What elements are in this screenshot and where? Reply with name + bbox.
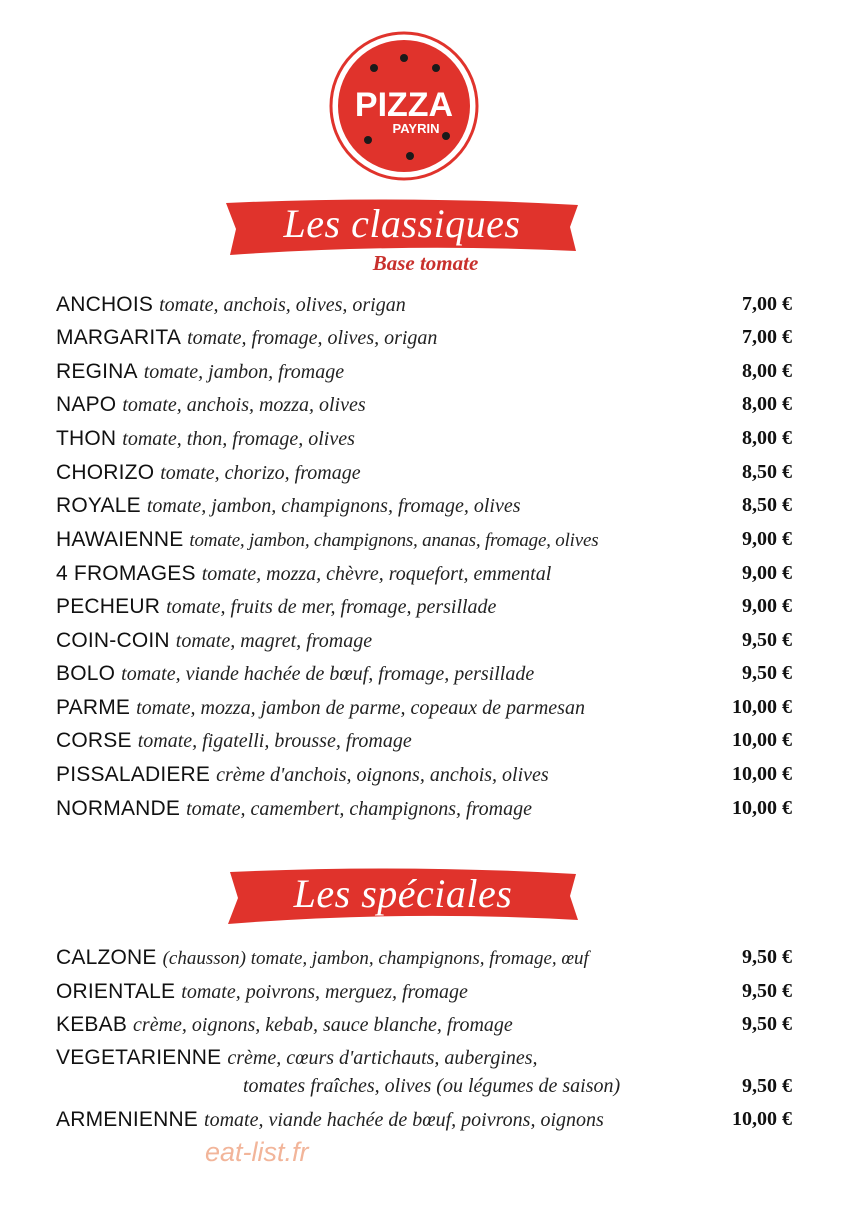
menu-item	[56, 595, 792, 625]
menu-item	[56, 729, 792, 759]
item-ingredients: tomate, anchois, olives, origan	[159, 294, 406, 316]
item-ingredients: tomate, viande hachée de bœuf, poivrons, oignons	[204, 1109, 604, 1131]
item-price: 10,00 €	[732, 696, 792, 718]
menu-item	[56, 696, 792, 726]
item-name: ANCHOIS	[56, 293, 154, 316]
item-price: 9,50 €	[742, 1075, 792, 1097]
section-title-speciales: Les spéciales	[293, 871, 513, 916]
item-price: 8,00 €	[742, 360, 792, 382]
menu-item	[56, 562, 792, 592]
item-name: CORSE	[56, 729, 132, 752]
menu-item-continuation	[56, 1075, 792, 1105]
item-ingredients: tomate, fromage, olives, origan	[187, 327, 438, 349]
item-price: 10,00 €	[732, 729, 792, 751]
item-ingredients: tomate, chorizo, fromage	[160, 462, 361, 484]
item-price: 9,50 €	[742, 946, 792, 968]
menu-item	[56, 427, 792, 457]
item-name: PISSALADIERE	[56, 763, 211, 786]
menu-item	[56, 946, 792, 976]
item-name: KEBAB	[56, 1013, 128, 1036]
menu-item	[56, 980, 792, 1010]
menu-item	[56, 1013, 792, 1043]
item-price: 10,00 €	[732, 763, 792, 785]
item-price: 9,50 €	[742, 980, 792, 1002]
menu-item	[56, 528, 792, 558]
item-ingredients: tomate, thon, fromage, olives	[122, 428, 355, 450]
watermark: eat-list.fr	[205, 1137, 309, 1167]
item-ingredients: tomate, camembert, champignons, fromage	[186, 798, 532, 820]
item-name: ARMENIENNE	[56, 1108, 199, 1131]
logo-badge	[328, 30, 480, 182]
item-name: BOLO	[56, 662, 116, 685]
menu-item	[56, 797, 792, 827]
item-name: VEGETARIENNE	[56, 1046, 222, 1069]
item-price: 9,00 €	[742, 562, 792, 584]
item-name: REGINA	[56, 360, 138, 383]
item-ingredients: crème, oignons, kebab, sauce blanche, fromage	[133, 1014, 513, 1036]
item-price: 10,00 €	[732, 797, 792, 819]
item-name: HAWAIENNE	[56, 528, 184, 551]
menu-item	[56, 1108, 792, 1138]
item-price: 8,00 €	[742, 393, 792, 415]
item-ingredients: tomate, magret, fromage	[175, 630, 373, 652]
item-price: 9,50 €	[742, 1013, 792, 1035]
item-ingredients: tomate, fruits de mer, fromage, persillade	[166, 596, 497, 618]
item-name: ROYALE	[56, 494, 141, 517]
item-name: PARME	[56, 696, 131, 719]
item-ingredients: tomate, viande hachée de bœuf, fromage, persillade	[121, 663, 535, 685]
item-price: 8,50 €	[742, 494, 792, 516]
item-ingredients: tomate, jambon, fromage	[143, 361, 345, 383]
item-ingredients: tomate, jambon, champignons, fromage, olives	[146, 495, 521, 517]
pizza-payrin-logo	[328, 30, 480, 182]
menu-item	[56, 662, 792, 692]
section-subtitle: Base tomate	[372, 251, 479, 275]
item-name: CALZONE	[56, 946, 157, 969]
item-ingredients: tomate, poivrons, merguez, fromage	[181, 981, 468, 1003]
item-price: 9,00 €	[742, 595, 792, 617]
item-price: 8,50 €	[742, 461, 792, 483]
menu-item	[56, 1046, 792, 1076]
menu-item	[56, 461, 792, 491]
menu-item	[56, 326, 792, 356]
item-price: 9,00 €	[742, 528, 792, 550]
item-name: NORMANDE	[56, 797, 181, 820]
item-ingredients: tomate, mozza, jambon de parme, copeaux de parmesan	[136, 697, 585, 719]
item-ingredients: crème d'anchois, oignons, anchois, olives	[216, 764, 549, 786]
item-ingredients: tomate, anchois, mozza, olives	[122, 394, 366, 416]
item-ingredients-line2: tomates fraîches, olives (ou légumes de saison)	[243, 1075, 621, 1097]
logo-subtitle: PAYRIN	[392, 121, 440, 136]
item-price: 10,00 €	[732, 1108, 792, 1130]
item-price: 8,00 €	[742, 427, 792, 449]
menu-item	[56, 629, 792, 659]
item-name: ORIENTALE	[56, 980, 176, 1003]
item-ingredients: (chausson) tomate, jambon, champignons, fromage, œuf	[162, 948, 589, 969]
item-name: THON	[56, 427, 117, 450]
item-ingredients: crème, cœurs d'artichauts, aubergines,	[227, 1047, 538, 1069]
item-name: MARGARITA	[56, 326, 182, 349]
item-ingredients: tomate, mozza, chèvre, roquefort, emmental	[201, 563, 552, 585]
menu-item	[56, 494, 792, 524]
logo-title: PIZZA	[354, 86, 454, 124]
item-ingredients: tomate, jambon, champignons, ananas, fromage, olives	[189, 530, 599, 551]
item-name: PECHEUR	[56, 595, 161, 618]
menu-item	[56, 293, 792, 323]
item-price: 9,50 €	[742, 662, 792, 684]
item-name: NAPO	[56, 393, 117, 416]
banner-speciales	[226, 864, 580, 928]
banner-classiques	[224, 197, 580, 259]
item-price: 9,50 €	[742, 629, 792, 651]
item-name: 4 FROMAGES	[56, 562, 196, 585]
item-price: 7,00 €	[742, 326, 792, 348]
menu-item	[56, 360, 792, 390]
menu-item	[56, 393, 792, 423]
item-price: 7,00 €	[742, 293, 792, 315]
item-name: COIN-COIN	[56, 629, 170, 652]
item-ingredients: tomate, figatelli, brousse, fromage	[137, 730, 412, 752]
item-name: CHORIZO	[56, 461, 155, 484]
section-title-classiques: Les classiques	[283, 201, 521, 246]
menu-item	[56, 763, 792, 793]
